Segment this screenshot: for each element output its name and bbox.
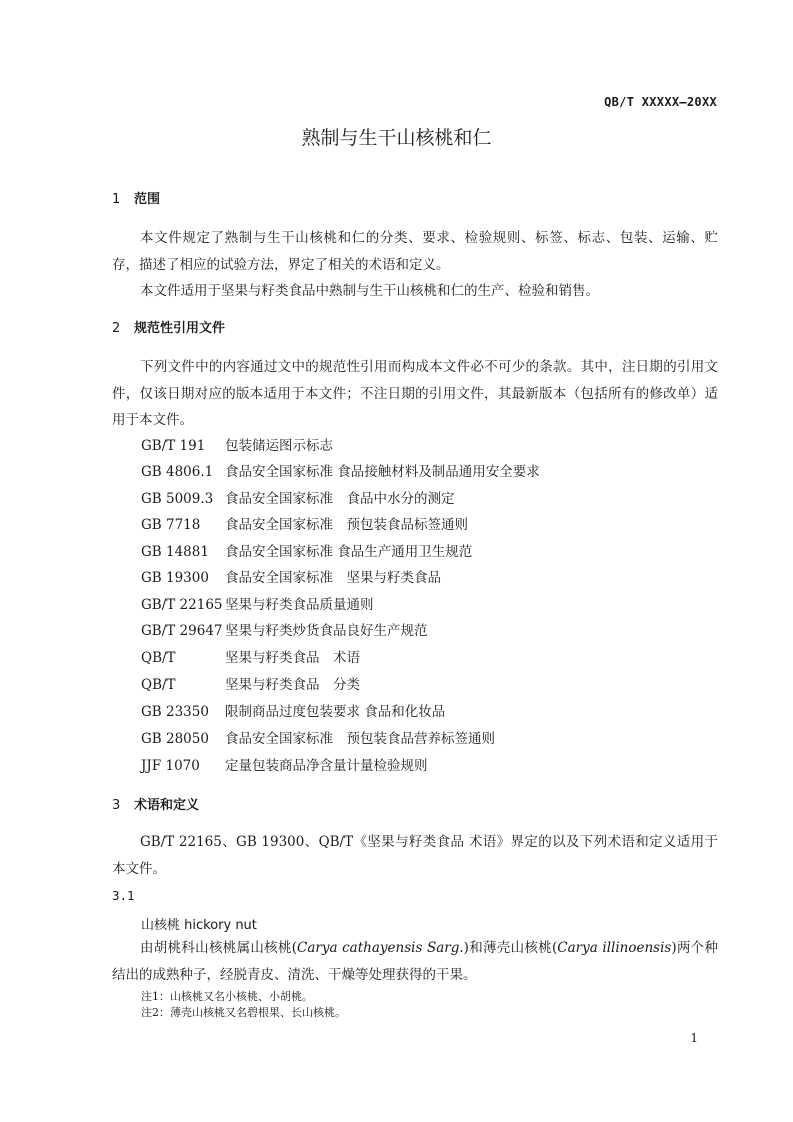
reference-code: GB 14881 (141, 544, 209, 560)
definition-text: 由胡桃科山核桃属山核桃( (140, 940, 298, 956)
reference-code: GB 28050 (141, 731, 209, 747)
section-number: 1 (112, 192, 121, 207)
reference-row (141, 489, 455, 509)
clause-number: 3.1 (112, 888, 135, 903)
reference-title: 限制商品过度包装要求 食品和化妆品 (225, 704, 446, 720)
reference-row (141, 621, 428, 641)
section-1-heading (112, 188, 160, 207)
document-title: 熟制与生干山核桃和仁 (301, 127, 492, 149)
reference-row (141, 515, 468, 535)
reference-row (141, 436, 333, 456)
reference-title: 食品安全国家标准 坚果与籽类食品 (225, 570, 441, 586)
reference-code: GB 4806.1 (141, 464, 214, 480)
reference-row (141, 542, 472, 562)
latin-name: Carya cathayensis Sarg. (297, 940, 464, 956)
standard-number: QB/T XXXXX—20XX (604, 95, 717, 109)
reference-title: 食品安全国家标准 预包装食品标签通则 (225, 517, 468, 533)
paragraph-text: 本文件适用于坚果与籽类食品中熟制与生干山核桃和仁的生产、检验和销售。 (140, 283, 599, 299)
reference-title: 坚果与籽类食品 分类 (225, 677, 360, 693)
reference-row (141, 595, 374, 615)
reference-code: GB/T 22165 (141, 597, 223, 613)
reference-title: 坚果与籽类食品 术语 (225, 650, 360, 666)
section-2-paragraph-1 (112, 354, 718, 434)
reference-row (141, 756, 428, 776)
reference-code: GB/T 29647 (141, 623, 223, 639)
reference-title: 食品安全国家标准 预包装食品营养标签通则 (225, 731, 495, 747)
reference-row (141, 648, 360, 668)
reference-row (141, 675, 360, 695)
reference-row (141, 729, 495, 749)
reference-code: GB 19300 (141, 570, 209, 586)
paragraph-text: 下列文件中的内容通过文中的规范性引用而构成本文件必不可少的条款。其中，注日期的引用文件，仅该日期对应的版本适用于本文件；不注日期的引用文件，其最新版本（包括所有的修改单）适用于本文件。 (112, 359, 718, 428)
reference-code: JJF 1070 (141, 758, 200, 774)
section-title: 规范性引用文件 (134, 321, 226, 336)
section-number: 2 (112, 321, 121, 336)
section-3-paragraph-1 (112, 829, 718, 882)
paragraph-text: 本文件规定了熟制与生干山核桃和仁的分类、要求、检验规则、标签、标志、包装、运输、贮存，描述了相应的试验方法，界定了相关的术语和定义。 (112, 230, 718, 273)
reference-title: 食品安全国家标准 食品生产通用卫生规范 (225, 544, 473, 560)
note-2: 注2：薄壳山核桃又名碧根果、长山核桃。 (141, 1006, 346, 1019)
term-definition (112, 935, 718, 988)
page-number: 1 (690, 1031, 698, 1045)
term-heading: 山核桃 hickory nut (141, 918, 257, 933)
reference-title: 坚果与籽类炒货食品良好生产规范 (225, 623, 428, 639)
definition-text: )和薄壳山核桃( (463, 940, 558, 956)
section-1-paragraph-1 (112, 225, 718, 278)
section-3-heading (112, 794, 199, 813)
reference-row (141, 568, 441, 588)
definition-text: )两个种结出的成熟种子，经脱青皮、清洗、干燥等处理获得的干果。 (112, 940, 718, 983)
reference-title: 坚果与籽类食品质量通则 (225, 597, 374, 613)
section-title: 术语和定义 (134, 798, 200, 813)
note-1: 注1：山核桃又名小核桃、小胡桃。 (141, 990, 313, 1003)
reference-code: QB/T (141, 677, 176, 693)
reference-code: GB 23350 (141, 704, 209, 720)
reference-code: GB 7718 (141, 517, 201, 533)
section-2-heading (112, 317, 225, 336)
latin-name: Carya illinoensis (557, 940, 672, 956)
reference-title: 包装储运图示标志 (225, 438, 333, 454)
reference-title: 食品安全国家标准 食品中水分的测定 (225, 491, 455, 507)
reference-title: 定量包装商品净含量计量检验规则 (225, 758, 428, 774)
reference-title: 食品安全国家标准 食品接触材料及制品通用安全要求 (225, 464, 540, 480)
reference-row (141, 702, 445, 722)
reference-code: GB 5009.3 (141, 491, 214, 507)
reference-row (141, 462, 540, 482)
section-title: 范围 (134, 192, 161, 207)
reference-code: GB/T 191 (141, 438, 206, 454)
reference-code: QB/T (141, 650, 176, 666)
paragraph-text: GB/T 22165、GB 19300、QB/T《坚果与籽类食品 术语》界定的以及下列术语和定义适用于本文件。 (112, 834, 718, 877)
section-1-paragraph-2 (112, 278, 718, 305)
section-number: 3 (112, 798, 121, 813)
